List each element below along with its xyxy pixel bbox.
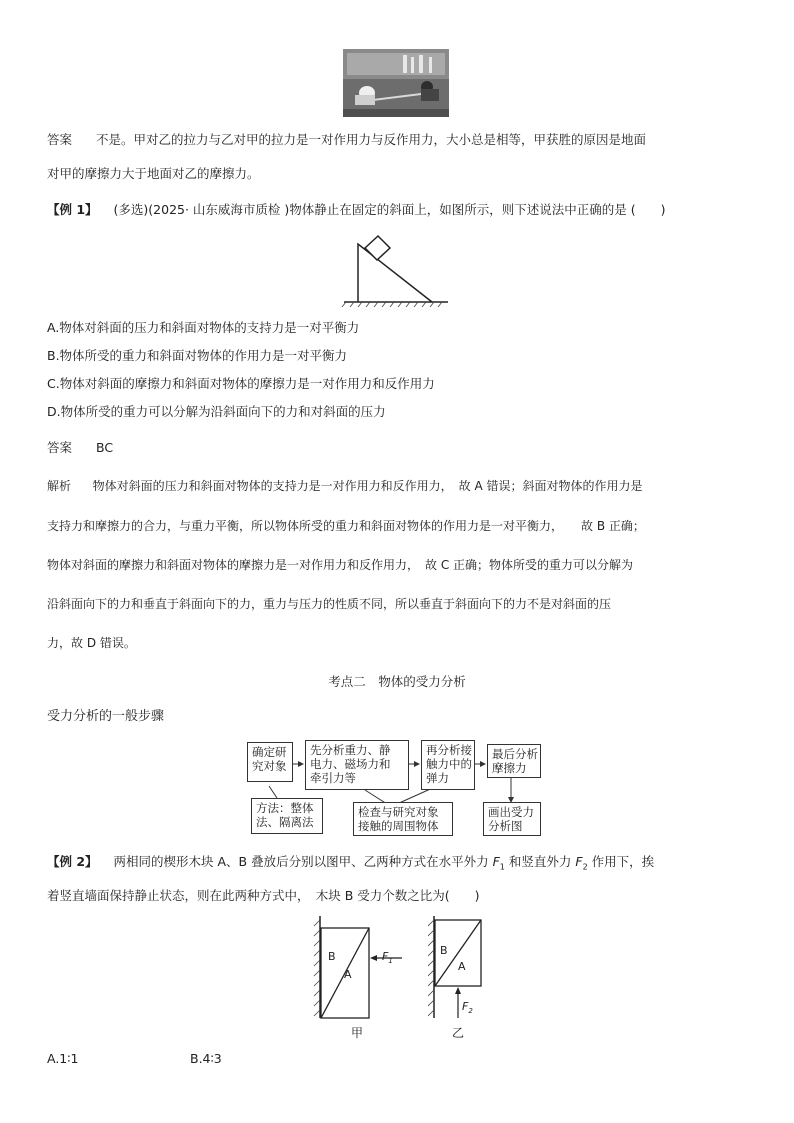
example-1-option-a: A.物体对斜面的压力和斜面对物体的支持力是一对平衡力 [47, 320, 360, 335]
section-subtitle: 受力分析的一般步骤 [47, 709, 165, 724]
analysis-line-2: 支持力和摩擦力的合力，与重力平衡，所以物体所受的重力和斜面对物体的作用力是一对平衡力， 故 B 正确； [47, 519, 645, 533]
analysis-line-5: 力，故 D 错误。 [47, 636, 136, 650]
analysis-label: 解析 [47, 479, 72, 493]
answer-label: 答案 [47, 440, 73, 455]
flow-step-1: 确定研 究对象 [247, 742, 293, 782]
analysis-line-4: 沿斜面向下的力和垂直于斜面向下的力，重力与压力的性质不同，所以垂直于斜面向下的力不是对斜面的压 [47, 597, 612, 611]
example-2-line-1: 【例 2】 两相同的楔形木块 A、B 叠放后分别以图甲、乙两种方式在水平外力 $F_1$ 和竖直外力 $F_2$ 作用下，挨 [47, 854, 655, 872]
force-f1-label: $F_1$ [382, 950, 393, 966]
example-1-answer [47, 439, 113, 457]
answer-block-1 [47, 131, 646, 149]
block-b-label: B [440, 944, 448, 957]
example-2-tag: 【例 2】 [47, 854, 98, 869]
answer-text-line-1: 不是。甲对乙的拉力与乙对甲的拉力是一对作用力与反作用力，大小总是相等，甲获胜的原因是地面 [95, 132, 646, 147]
block-a-label: A [458, 960, 466, 973]
block-a-label: A [344, 968, 352, 981]
answer-text-line-2: 对甲的摩擦力大于地面对乙的摩擦力。 [47, 166, 260, 181]
example-1-option-d: D.物体所受的重力可以分解为沿斜面向下的力和对斜面的压力 [47, 404, 386, 419]
flow-step-2: 先分析重力、静 电力、磁场力和 牵引力等 [305, 740, 409, 790]
answer-value: BC [95, 440, 114, 455]
figure-jia [306, 914, 418, 1040]
flow-note-check: 检查与研究对象 接触的周围物体 [353, 802, 453, 836]
analysis-line-3: 物体对斜面的摩擦力和斜面对物体的摩擦力是一对作用力和反作用力， 故 C 正确；物体所受的重力可以分解为 [47, 558, 634, 572]
flow-note-method: 方法：整体 法、隔离法 [251, 798, 323, 834]
flow-step-4: 最后分析 摩擦力 [487, 744, 541, 778]
figure-jia-caption: 甲 [351, 1026, 364, 1040]
section-title: 考点二 物体的受力分析 [328, 674, 466, 689]
figure-yi-caption: 乙 [452, 1026, 465, 1040]
block-b-label: B [328, 950, 336, 963]
tug-of-war-photo [343, 49, 449, 117]
incline-figure [340, 232, 452, 308]
example-1-option-c: C.物体对斜面的摩擦力和斜面对物体的摩擦力是一对作用力和反作用力 [47, 376, 435, 391]
force-f2-label: $F_2$ [462, 1000, 473, 1016]
example-2-option-a: A.1∶1 [47, 1051, 79, 1066]
example-1-option-b: B.物体所受的重力和斜面对物体的作用力是一对平衡力 [47, 348, 348, 363]
flow-step-3: 再分析接 触力中的 弹力 [421, 740, 475, 790]
flow-step-draw: 画出受力 分析图 [483, 802, 541, 836]
force-analysis-flowchart [247, 738, 547, 838]
analysis-line-1: 解析 物体对斜面的压力和斜面对物体的支持力是一对作用力和反作用力， 故 A 错误；斜面对物体的作用力是 [47, 479, 643, 493]
example-1-tag: 【例 1】 [47, 202, 98, 217]
example-2-option-b: B.4∶3 [190, 1051, 222, 1066]
answer-label: 答案 [47, 132, 73, 147]
example-1-stem [47, 201, 666, 219]
example-1-question: (多选)(2025· 山东威海市质检 )物体静止在固定的斜面上，如图所示，则下述说法中正确的是 ( ) [113, 202, 666, 217]
figure-yi [428, 914, 508, 1040]
example-2-line-2: 着竖直墙面保持静止状态，则在此两种方式中， 木块 B 受力个数之比为( ) [47, 888, 480, 903]
